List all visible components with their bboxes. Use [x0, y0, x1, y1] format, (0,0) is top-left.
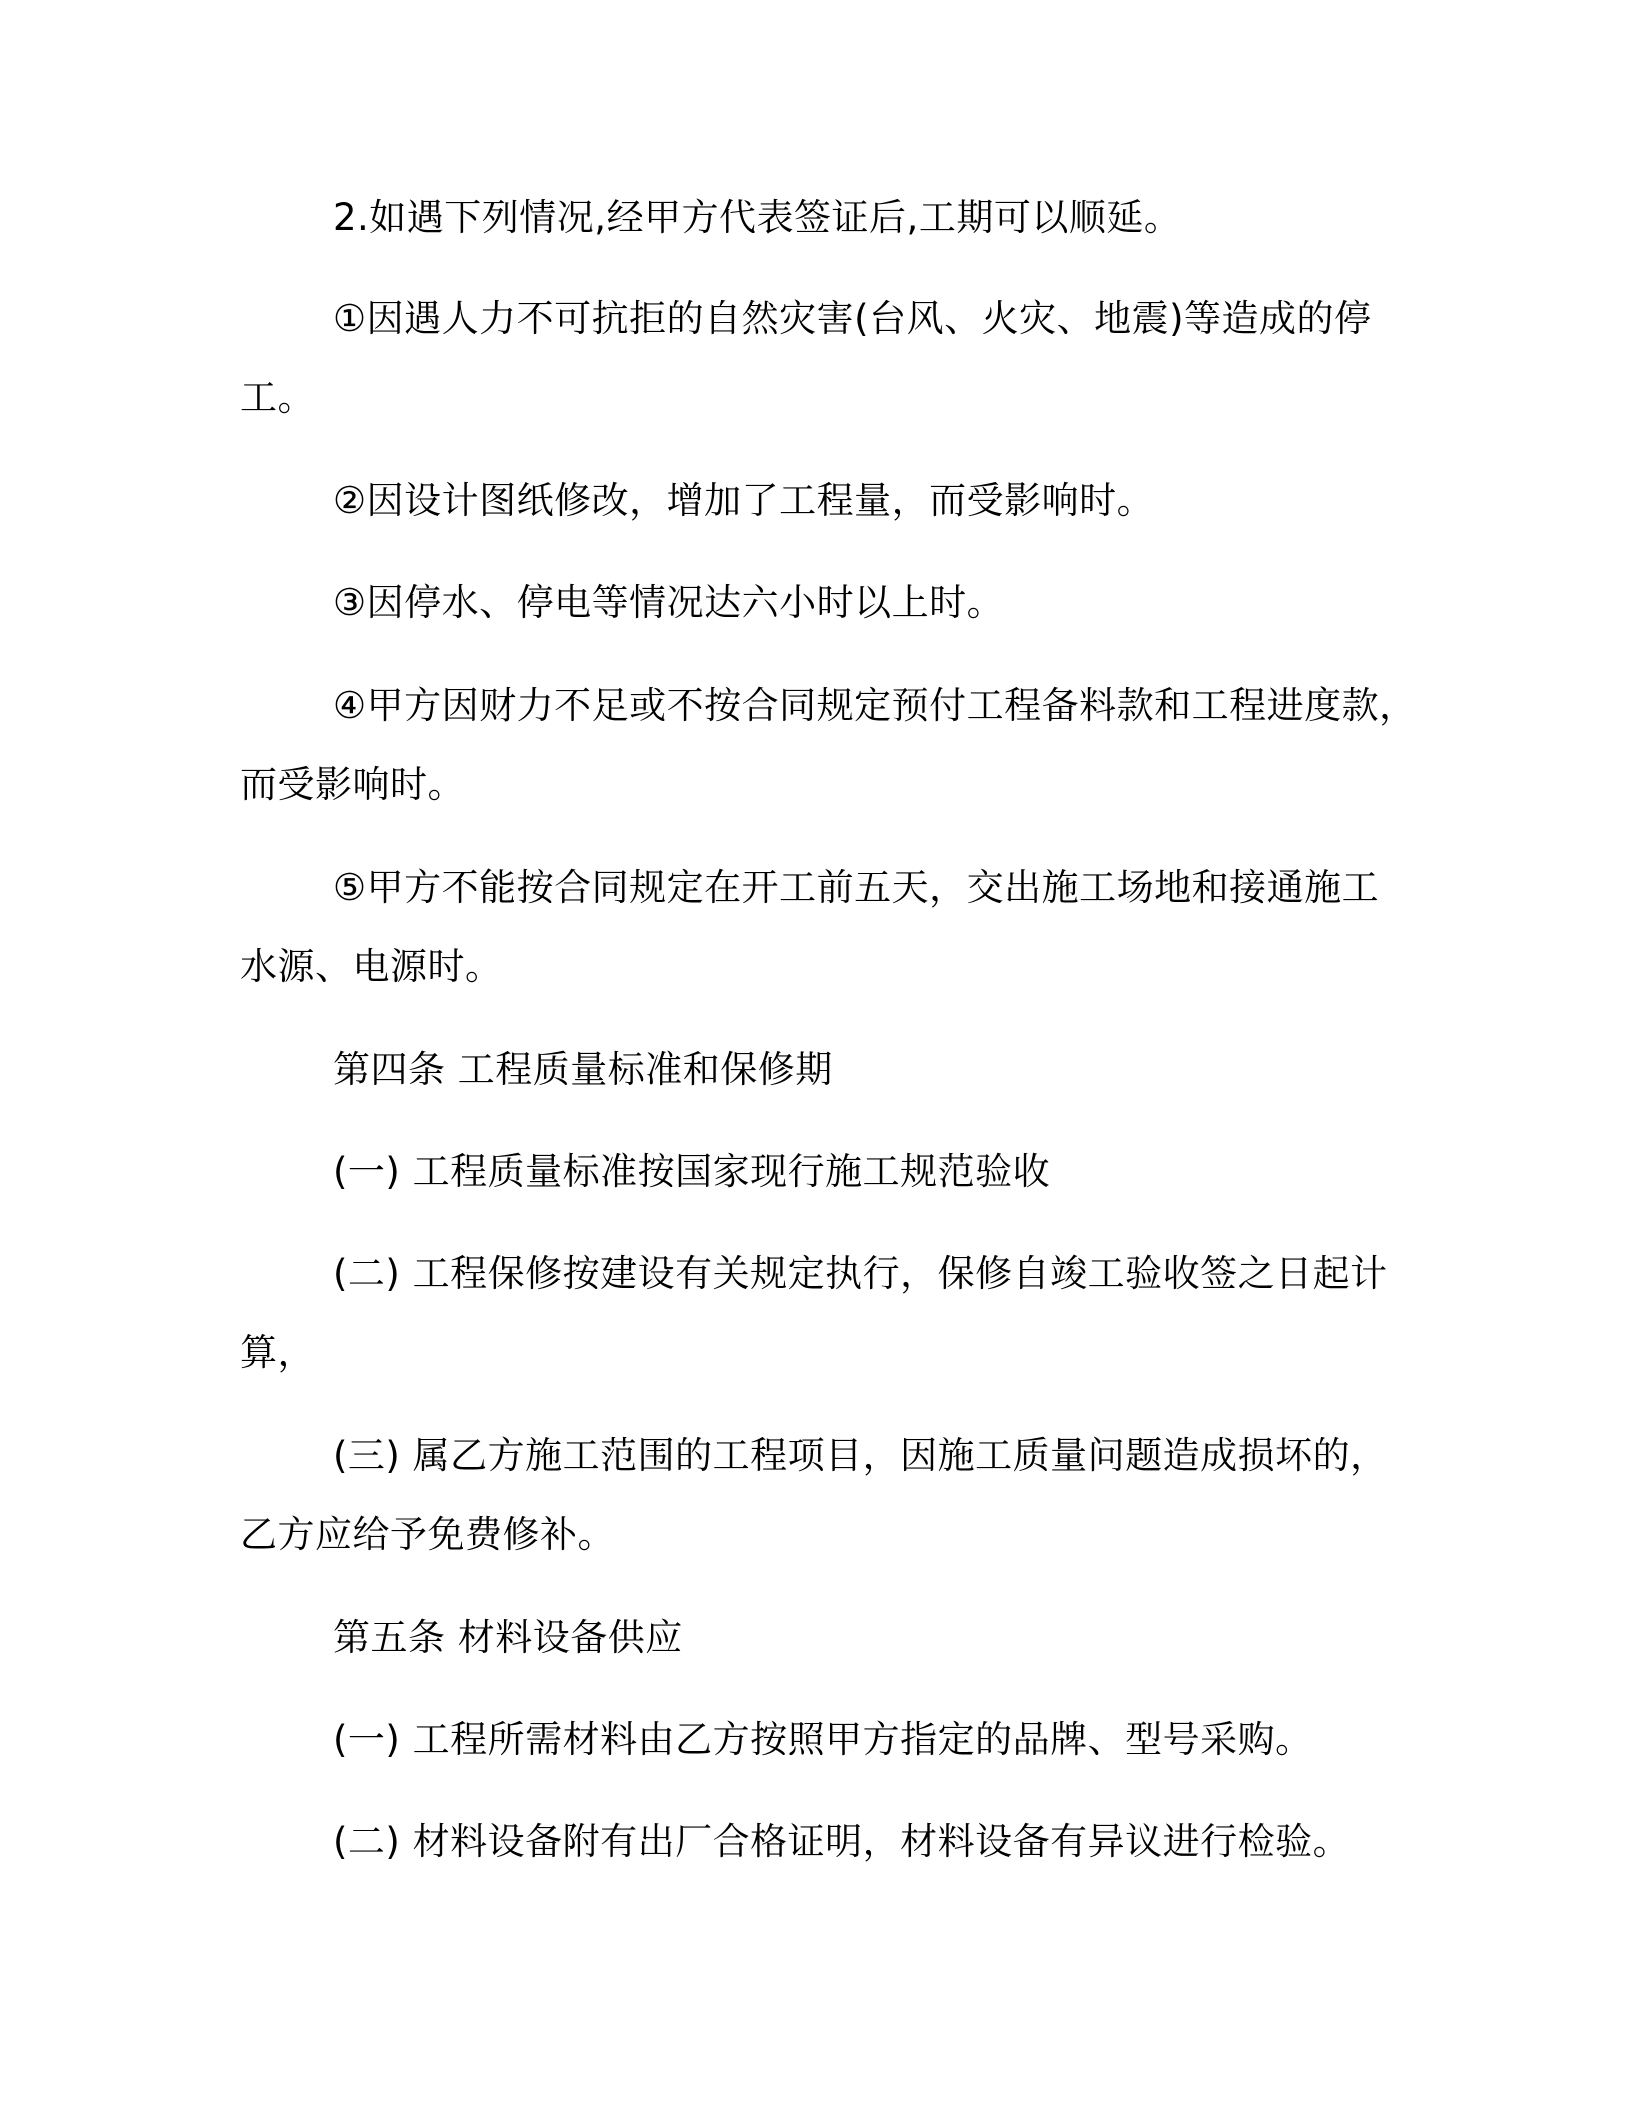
paragraph-2-extension-intro: 2.如遇下列情况,经甲方代表签证后,工期可以顺延。	[333, 196, 1182, 239]
paragraph-item-5-line-2: 水源、电源时。	[240, 945, 503, 988]
clause-4-3-line-1: (三) 属乙方施工范围的工程项目，因施工质量问题造成损坏的，	[333, 1434, 1388, 1477]
clause-4-3-line-2: 乙方应给予免费修补。	[240, 1513, 615, 1556]
paragraph-item-1-line-2: 工。	[240, 376, 315, 419]
section-heading-article-4: 第四条 工程质量标准和保修期	[333, 1048, 833, 1091]
paragraph-item-1-line-1: ①因遇人力不可抗拒的自然灾害(台风、火灾、地震)等造成的停	[333, 297, 1372, 340]
clause-4-1: (一) 工程质量标准按国家现行施工规范验收	[333, 1150, 1051, 1193]
clause-5-2: (二) 材料设备附有出厂合格证明，材料设备有异议进行检验。	[333, 1820, 1351, 1863]
paragraph-item-4-line-1: ④甲方因财力不足或不按合同规定预付工程备料款和工程进度款，	[333, 684, 1417, 727]
clause-5-1: (一) 工程所需材料由乙方按照甲方指定的品牌、型号采购。	[333, 1718, 1313, 1761]
paragraph-item-3: ③因停水、停电等情况达六小时以上时。	[333, 581, 1005, 624]
section-heading-article-5: 第五条 材料设备供应	[333, 1616, 683, 1659]
clause-4-2-line-1: (二) 工程保修按建设有关规定执行，保修自竣工验收签之日起计	[333, 1252, 1388, 1295]
clause-4-2-line-2: 算，	[240, 1331, 315, 1374]
paragraph-item-5-line-1: ⑤甲方不能按合同规定在开工前五天，交出施工场地和接通施工	[333, 866, 1380, 909]
paragraph-item-4-line-2: 而受影响时。	[240, 763, 465, 806]
paragraph-item-2: ②因设计图纸修改，增加了工程量，而受影响时。	[333, 479, 1155, 522]
